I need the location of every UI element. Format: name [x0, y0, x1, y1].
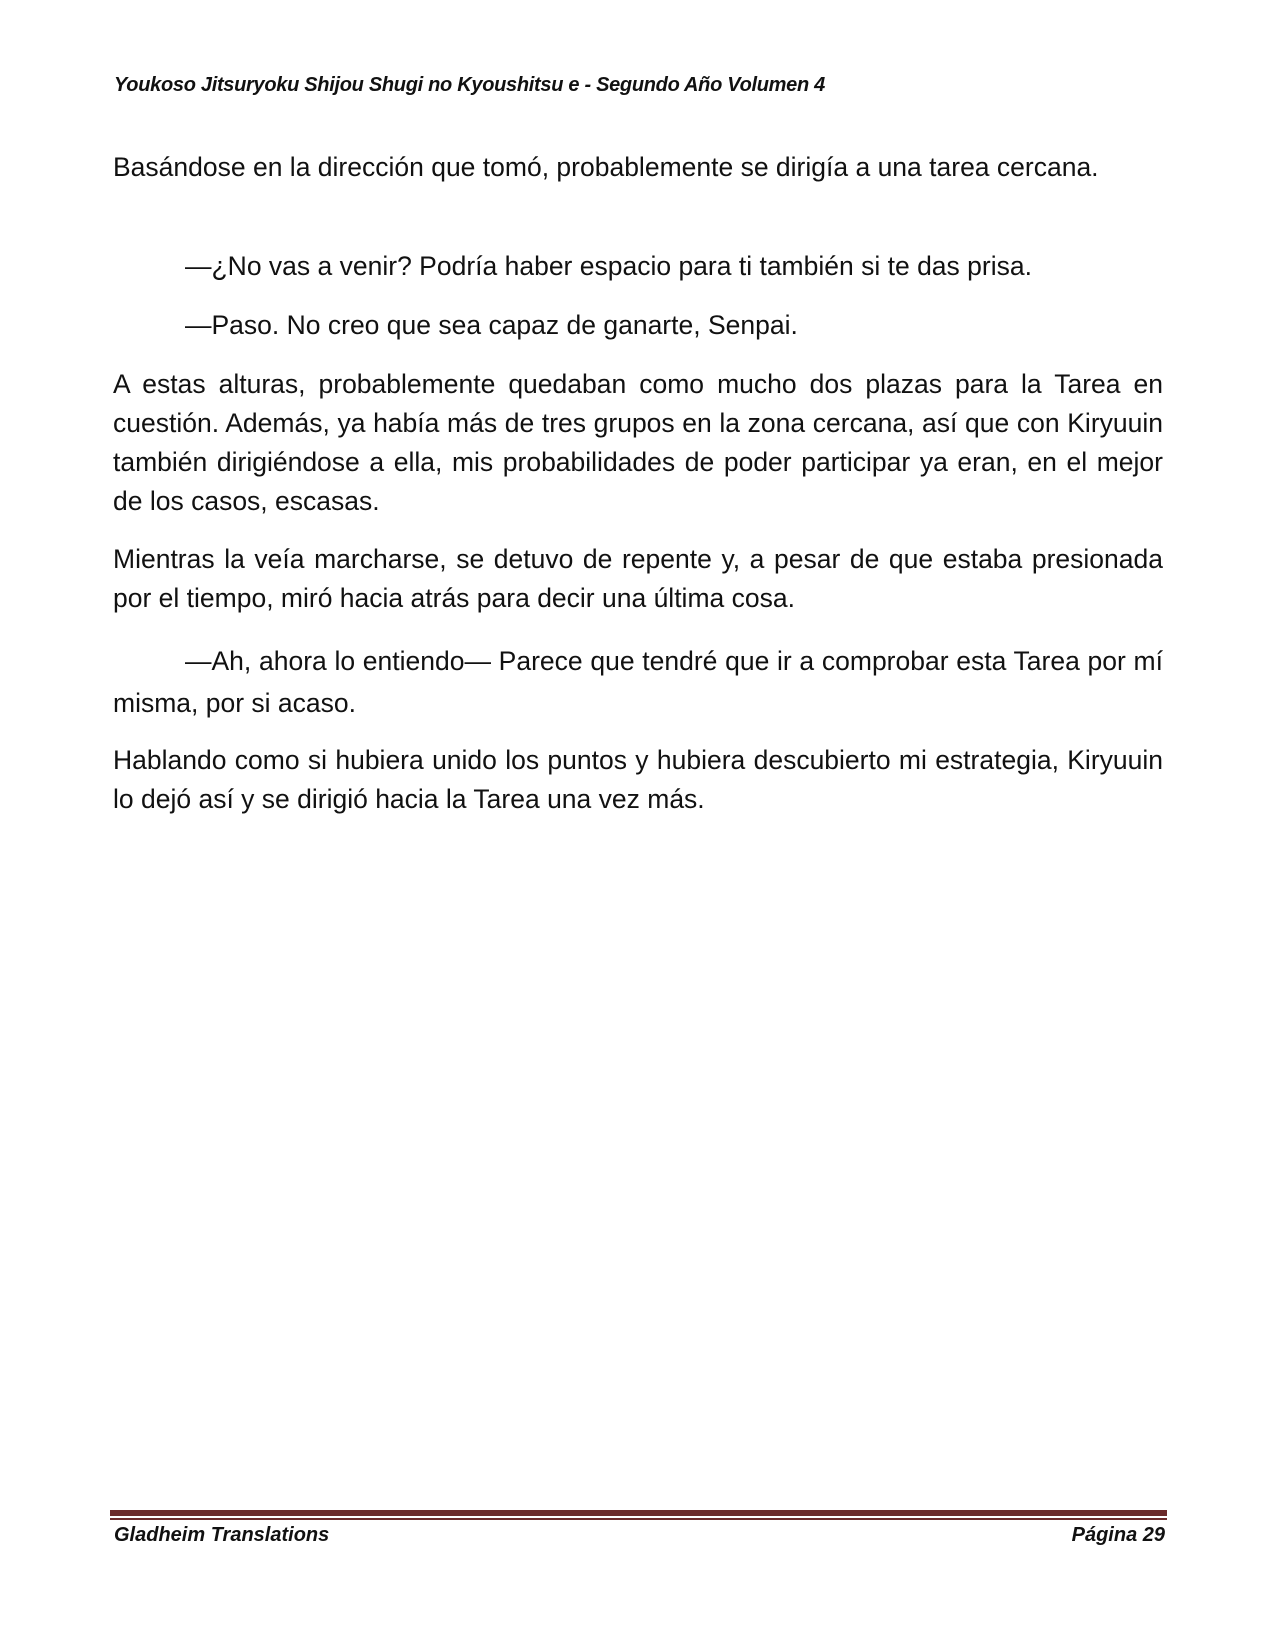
- running-header: Youkoso Jitsuryoku Shijou Shugi no Kyoushitsu e - Segundo Año Volumen 4: [114, 74, 825, 96]
- dialogue-line: —¿No vas a venir? Podría haber espacio para ti también si te das prisa.: [185, 251, 1032, 281]
- footer-rule-thin: [110, 1518, 1167, 1520]
- paragraph: Basándose en la dirección que tomó, probablemente se dirigía a una tarea cercana.: [113, 152, 1099, 182]
- paragraph: A estas alturas, probablemente quedaban como mucho dos plazas para la Tarea en cuestión. Además, ya había más de tres grupos en la zona cercana, así que con Kiryuuin también dirigiéndose a ella, mis probabilidades de poder participar ya eran, en el mejor de los casos, escasas.: [113, 369, 1163, 516]
- footer-rule: [110, 1510, 1167, 1516]
- dialogue-line: —Ah, ahora lo entiendo— Parece que tendré que ir a comprobar esta Tarea por mí misma, por si acaso.: [113, 646, 1163, 718]
- dialogue-line: —Paso. No creo que sea capaz de ganarte, Senpai.: [185, 310, 798, 340]
- paragraph: Hablando como si hubiera unido los puntos y hubiera descubierto mi estrategia, Kiryuuin lo dejó así y se dirigió hacia la Tarea una vez más.: [113, 745, 1163, 814]
- footer-credit: Gladheim Translations: [114, 1524, 330, 1546]
- paragraph: Mientras la veía marcharse, se detuvo de repente y, a pesar de que estaba presionada por el tiempo, miró hacia atrás para decir una última cosa.: [113, 544, 1163, 613]
- page-number: Página 29: [1071, 1524, 1165, 1546]
